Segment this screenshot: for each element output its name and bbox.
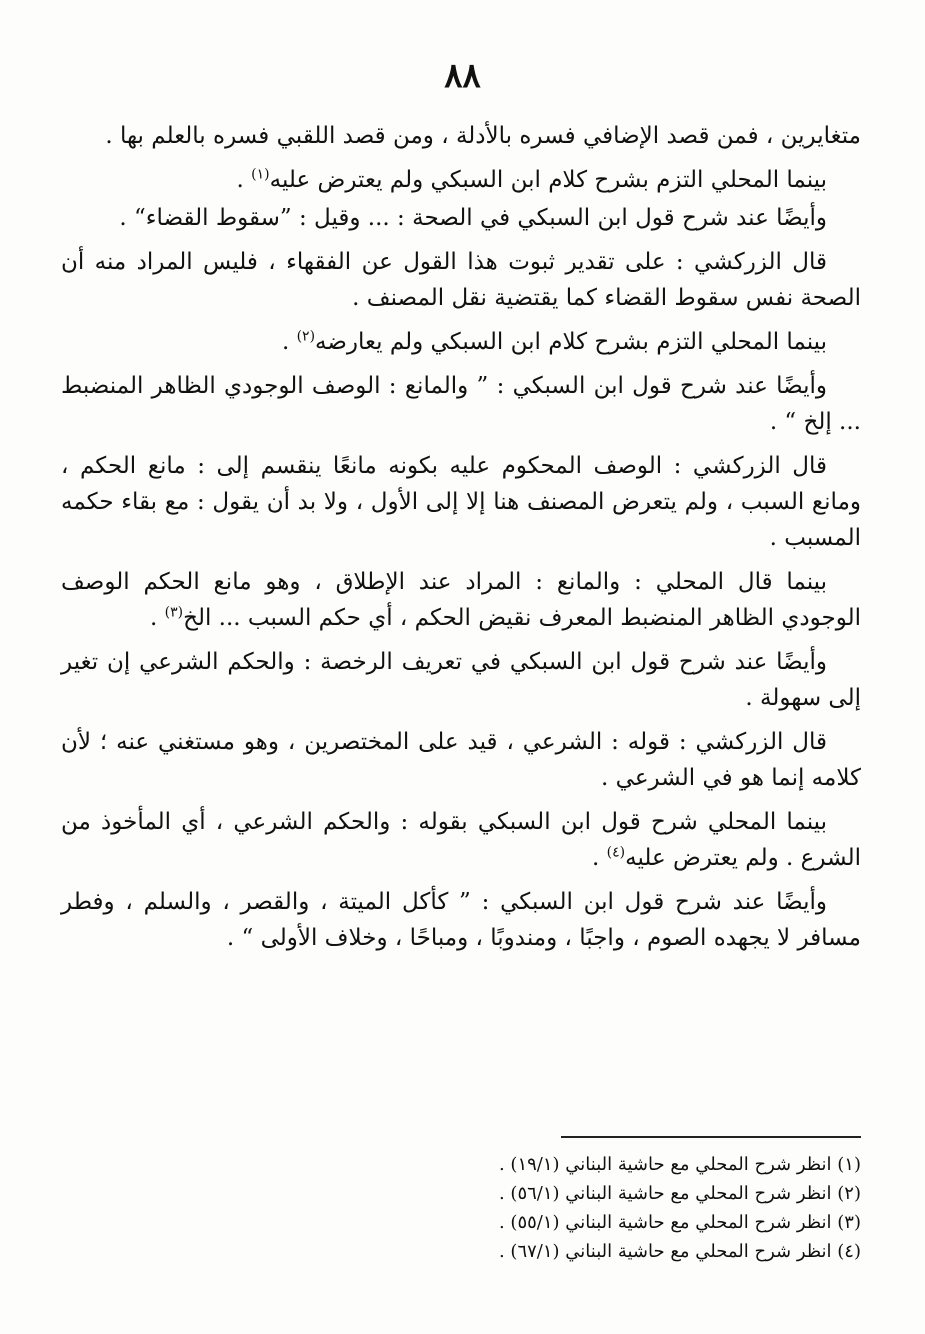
footnote-ref-1: (١): [251, 166, 270, 183]
footnote-ref-2: (٢): [296, 328, 316, 345]
body-text: [61, 118, 861, 964]
paragraph-6: وأيضًا عند شرح قول ابن السبكي : ” والمانع : الوصف الوجودي الظاهر المنضبط ... إلخ “ .: [61, 373, 861, 435]
paragraph-9: وأيضًا عند شرح قول ابن السبكي في تعريف الرخصة : والحكم الشرعي إن تغير إلى سهولة .: [61, 649, 861, 711]
paragraph-5: بينما المحلي التزم بشرح كلام ابن السبكي ولم يعارضه$^{(٢)}$ .: [281, 328, 827, 355]
paragraph-2: بينما المحلي التزم بشرح كلام ابن السبكي ولم يعترض عليه$^{(١)}$ .: [236, 166, 827, 193]
footnotes: [61, 1150, 861, 1266]
paragraph-12: وأيضًا عند شرح قول ابن السبكي : ” كأكل الميتة ، والقصر ، والسلم ، وفطر مسافر لا يجهده الصوم ، واجبًا ، ومندوبًا ، ومباحًا ، وخلاف الأولى “ .: [61, 889, 861, 951]
paragraph-10: قال الزركشي : قوله : الشرعي ، قيد على المختصرين ، وهو مستغني عنه ؛ لأن كلامه إنما هو في الشرعي .: [61, 729, 861, 791]
footnote-ref-3: (٣): [164, 604, 184, 621]
paragraph-3: وأيضًا عند شرح قول ابن السبكي في الصحة : ... وقيل : ”سقوط القضاء“ .: [119, 205, 827, 231]
footnote-4: (٤) انظر شرح المحلي مع حاشية البناني (٦٧/١) .: [498, 1241, 861, 1262]
paragraph-8: بينما قال المحلي : والمانع : المراد عند الإطلاق ، وهو مانع الحكم الوصف الوجودي الظاهر المنضبط المعرف نقيض الحكم ، أي حكم السبب ... الخ$^{(٣)}$ .: [61, 569, 861, 631]
page-number: ٨٨: [444, 56, 481, 96]
paragraph-4: قال الزركشي : على تقدير ثبوت هذا القول عن الفقهاء ، فليس المراد منه أن الصحة نفس سقوط القضاء كما يقتضية نقل المصنف .: [61, 249, 861, 311]
footnote-ref-4: (٤): [606, 844, 626, 861]
paragraph-7: قال الزركشي : الوصف المحكوم عليه بكونه مانعًا ينقسم إلى : مانع الحكم ، ومانع السبب ، ولم يتعرض المصنف هنا إلا إلى الأول ، ولا بد أن يقول : مع بقاء حكمه المسبب .: [61, 453, 861, 551]
paragraph-11: بينما المحلي شرح قول ابن السبكي بقوله : والحكم الشرعي ، أي المأخوذ من الشرع . ولم يعترض عليه$^{(٤)}$ .: [61, 809, 861, 871]
footnote-3: (٣) انظر شرح المحلي مع حاشية البناني (٥٥/١) .: [498, 1212, 861, 1233]
footnote-divider: [561, 1136, 861, 1138]
footnote-2: (٢) انظر شرح المحلي مع حاشية البناني (٥٦/١) .: [498, 1183, 861, 1204]
paragraph-1: متغايرين ، فمن قصد الإضافي فسره بالأدلة ، ومن قصد اللقبي فسره بالعلم بها .: [105, 123, 861, 149]
footnote-1: (١) انظر شرح المحلي مع حاشية البناني (١٩/١) .: [498, 1154, 861, 1175]
